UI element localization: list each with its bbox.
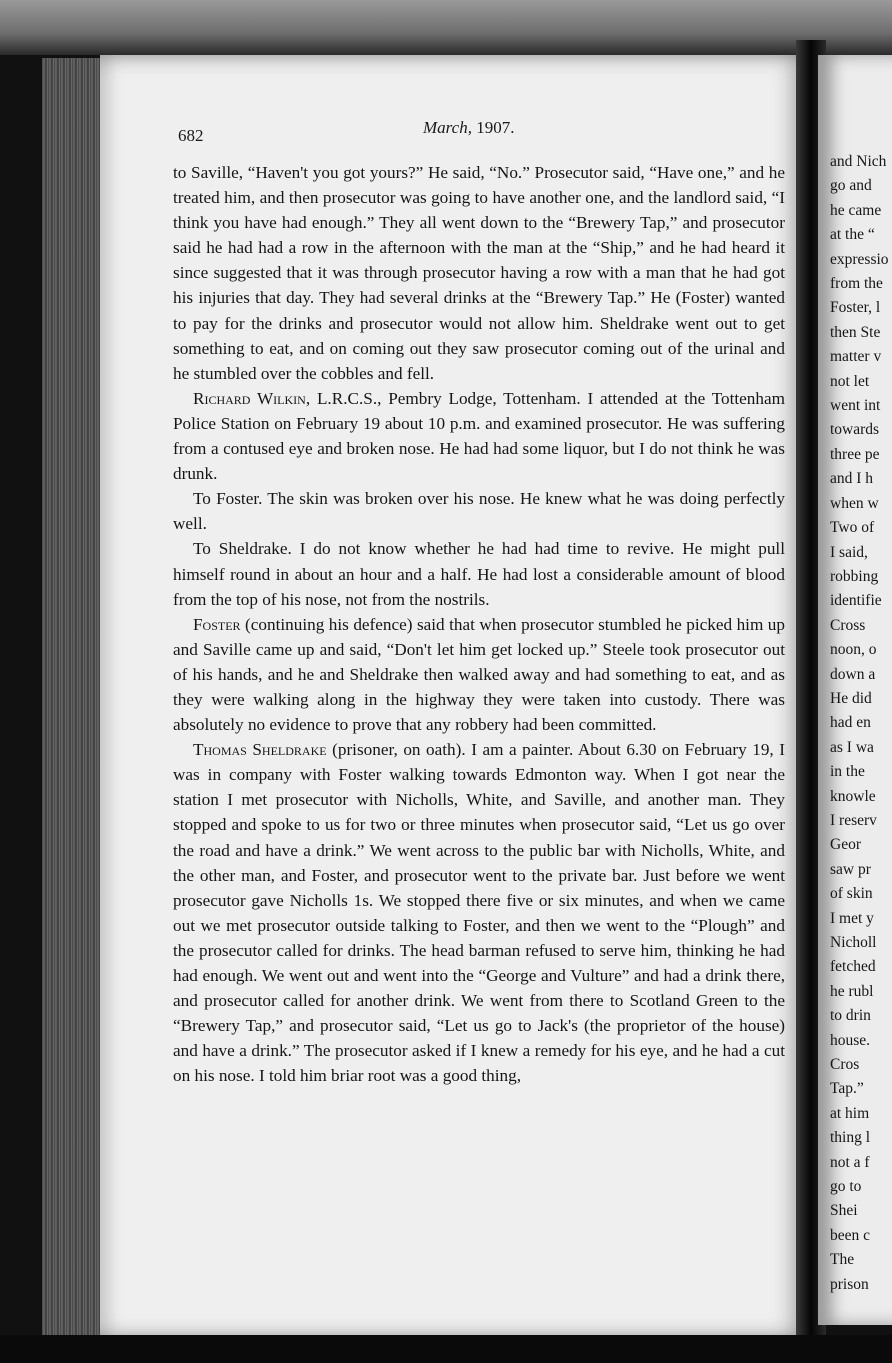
paragraph-text: (continuing his defence) said that when prosecutor stumbled he picked him up and Saville came up and said, “Don't let him get locked up.” Steele took prosecutor out of his hands, and he and Sheldrake then walked away and had something to eat, and as they were walking along in the highway they were taken into custody. There was absolutely no evidence to prove that any robbery had been committed. bbox=[173, 614, 785, 735]
paragraph bbox=[173, 386, 785, 486]
right-page-line: in the bbox=[830, 763, 865, 781]
right-page-line: saw pr bbox=[830, 860, 871, 878]
paragraph-text: To Foster. The skin was broken over his nose. He knew what he was doing perfectly well. bbox=[173, 489, 785, 534]
witness-name: Foster bbox=[193, 614, 241, 634]
right-page-line: when w bbox=[830, 494, 879, 512]
header-month: March, bbox=[423, 118, 472, 137]
right-page-line: Tap.” bbox=[830, 1080, 864, 1098]
right-page-line: noon, o bbox=[830, 641, 877, 659]
right-page-text bbox=[830, 150, 892, 1297]
right-page-line: prison bbox=[830, 1275, 869, 1293]
right-page-line: he rubl bbox=[830, 982, 874, 1000]
right-page-line: he came bbox=[830, 201, 882, 219]
page-body bbox=[173, 160, 785, 1088]
right-page-line: down a bbox=[830, 665, 876, 683]
right-page-line: Two of bbox=[830, 519, 875, 537]
paragraph bbox=[173, 160, 785, 386]
right-page-line: I said, bbox=[830, 543, 868, 561]
scanner-top-strip bbox=[0, 0, 892, 55]
right-page-line: went int bbox=[830, 397, 881, 415]
right-page-line: I met y bbox=[830, 909, 874, 927]
right-page-line: of skin bbox=[830, 885, 873, 903]
right-page-line: I reserv bbox=[830, 811, 877, 829]
header-date bbox=[423, 118, 514, 138]
right-page-line: Shei bbox=[830, 1202, 858, 1220]
paragraph bbox=[173, 612, 785, 737]
right-page-line: identifie bbox=[830, 592, 882, 610]
right-page-line: Nicholl bbox=[830, 934, 877, 951]
right-page-line: go and bbox=[830, 177, 872, 195]
right-page-line: not let bbox=[830, 372, 870, 390]
right-page-line: then Ste bbox=[830, 323, 881, 341]
right-page-line: from the bbox=[830, 275, 883, 293]
right-page-line: three pe bbox=[830, 445, 880, 463]
right-page-line: been c bbox=[830, 1226, 871, 1244]
right-page-line: expressio bbox=[830, 250, 889, 268]
right-page-line: fetched bbox=[830, 958, 876, 976]
paragraph-text: (prisoner, on oath). I am a painter. About 6.30 on February 19, I was in company with Foster walking towards Edmonton way. When I got near the station I met prosecutor with Nicholls, White, and Saville, and another man. They stopped and spoke to us for two or three minutes when prosecutor said, “Let us go over the road and have a drink.” We went across to the public bar with Nicholls, White, and the other man, and Foster, and prosecutor went to the private bar. Just before we went prosecutor gave Nicholls 1s. We stopped there five or six minutes, and when we came out we met prosecutor outside talking to Foster, and then we went to the “Plough” and the prosecutor called for drinks. The head barman refused to serve him, thinking he had had enough. We went out and went into the “George and Vulture” and had a drink there, and prosecutor called for another drink. We went from there to Scotland Green to the “Brewery Tap,” and prosecutor said, “Let us go to Jack's (the proprietor of the house) and have a drink.” The prosecutor asked if I knew a remedy for his eye, and he had a cut on his nose. I told him briar root was a good thing, bbox=[173, 740, 785, 1086]
right-page-line: robbing bbox=[830, 567, 879, 585]
right-page-line: not a f bbox=[830, 1153, 870, 1171]
paragraph-text: to Saville, “Haven't you got yours?” He said, “No.” Prosecutor said, “Have one,” and he treated him, and then prosecutor was going to have another one, and the landlord said, “I think you have had enough.” They all went down to the “Brewery Tap,” and prosecutor said he had had a row in the afternoon with the man at the “Ship,” and he had heard it since suggested that it was through prosecutor having a row with a man that he had got his injuries that day. They had several drinks at the “Brewery Tap.” He (Foster) wanted to pay for the drinks and prosecutor would not allow him. Sheldrake went out to get something to eat, and on coming out they saw prosecutor coming out of the urinal and he stumbled over the cobbles and fell. bbox=[173, 163, 785, 383]
right-page-line: He did bbox=[830, 689, 872, 707]
right-page-line: The bbox=[830, 1251, 855, 1269]
right-page-line: at him bbox=[830, 1104, 870, 1122]
right-page-line: at the “ bbox=[830, 226, 875, 244]
right-page-line: towards bbox=[830, 421, 880, 439]
right-page-line: house. bbox=[830, 1031, 871, 1049]
bottom-shadow bbox=[0, 1335, 892, 1363]
paragraph-text: L.R.C.S., Pembry Lodge, Tottenham. I attended at the Tottenham Police Station on February 19 about 10 p.m. and examined prosecutor. He was suffering from a contused eye and broken nose. He had had some liquor, but I do not think he was drunk. bbox=[173, 388, 785, 484]
right-page bbox=[818, 55, 892, 1325]
witness-name: Richard Wilkin, bbox=[193, 388, 311, 408]
witness-name: Thomas Sheldrake bbox=[193, 740, 327, 760]
right-page-line: Foster, l bbox=[830, 299, 881, 317]
running-head bbox=[178, 118, 778, 148]
page-number: 682 bbox=[178, 126, 204, 145]
right-page-line: matter v bbox=[830, 348, 882, 366]
right-page-line: to drin bbox=[830, 1007, 871, 1025]
right-page-line: and Nich bbox=[830, 153, 887, 170]
right-page-line: knowle bbox=[830, 787, 876, 805]
paragraph bbox=[173, 486, 785, 536]
right-page-line: Geor bbox=[830, 836, 861, 854]
paragraph bbox=[173, 737, 785, 1088]
right-page-line: as I wa bbox=[830, 738, 874, 756]
paragraph-text: To Sheldrake. I do not know whether he had had time to revive. He might pull himself round in about an hour and a half. He had lost a considerable amount of blood from the top of his nose, not from the nostrils. bbox=[173, 539, 785, 609]
paragraph bbox=[173, 536, 785, 611]
right-page-line: had en bbox=[830, 714, 871, 732]
right-page-line: Cros bbox=[830, 1056, 860, 1074]
right-page-line: and I h bbox=[830, 470, 874, 488]
header-year: 1907. bbox=[476, 118, 515, 137]
right-page-line: Cross bbox=[830, 616, 866, 634]
right-page-line: thing l bbox=[830, 1129, 871, 1147]
right-page-line: go to bbox=[830, 1178, 862, 1196]
